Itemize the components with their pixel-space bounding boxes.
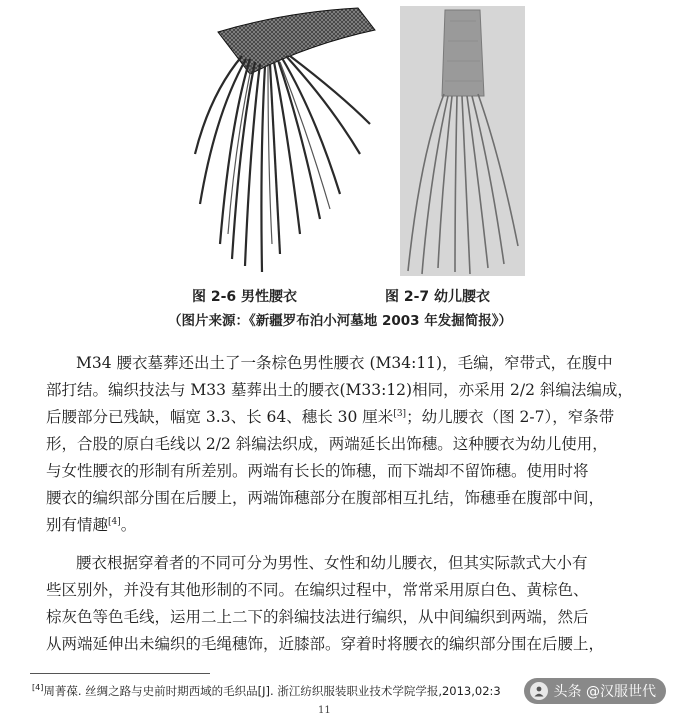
reference-4[interactable]: [4] bbox=[108, 516, 121, 527]
text-line: 腰衣根据穿着者的不同可分为男性、女性和幼儿腰衣，但其实际款式大小有 bbox=[76, 554, 588, 572]
figure-male-waist-garment bbox=[190, 4, 380, 276]
text-line: 些区别外，并没有其他形制的不同。在编织过程中，常常采用原白色、黄棕色、 bbox=[46, 581, 589, 599]
figure-source-note: （图片来源：《新疆罗布泊小河墓地 2003 年发掘简报》） bbox=[168, 313, 512, 329]
footnote: [4]周菁葆. 丝绸之路与史前时期西域的毛织品[J]. 浙江纺织服装职业技术学院学报,2013,02:3 bbox=[32, 683, 501, 698]
reference-3[interactable]: [3] bbox=[393, 408, 407, 419]
body-paragraph-2 bbox=[46, 550, 640, 658]
figure-caption-right: 图 2-7 幼儿腰衣 bbox=[385, 289, 491, 305]
footnote-ref: [4] bbox=[32, 683, 44, 693]
text-line: M34 腰衣墓葬还出土了一条棕色男性腰衣 (M34:11)，毛编，窄带式，在腹中 bbox=[76, 354, 613, 372]
watermark-text: 头条 @汉服世代 bbox=[553, 684, 656, 700]
text-line: 部打结。编织技法与 M33 墓葬出土的腰衣(M33:12)相同，亦采用 2/2 斜编法编成， bbox=[46, 381, 633, 399]
watermark-badge bbox=[524, 678, 666, 704]
figure-caption-left: 图 2-6 男性腰衣 bbox=[192, 289, 298, 305]
user-icon bbox=[530, 682, 548, 700]
text-line: 形，合股的原白毛线以 2/2 斜编法织成，两端延长出饰穗。这种腰衣为幼儿使用， bbox=[46, 435, 608, 453]
text-line: 别有情趣[4]。 bbox=[46, 516, 137, 534]
figure-infant-waist-garment bbox=[400, 6, 525, 276]
text-line: 与女性腰衣的形制有所差别。两端有长长的饰穗，而下端却不留饰穗。使用时将 bbox=[46, 462, 589, 480]
body-paragraph-1 bbox=[46, 350, 640, 539]
page-number: 11 bbox=[318, 705, 331, 716]
text-line: 从两端延伸出未编织的毛绳穗饰，近膝部。穿着时将腰衣的编织部分围在后腰上， bbox=[46, 635, 605, 653]
text-line: 腰衣的编织部分围在后腰上，两端饰穗部分在腹部相互扎结，饰穗垂在腹部中间， bbox=[46, 489, 605, 507]
text-line: 棕灰色等色毛线，运用二上二下的斜编技法进行编织，从中间编织到两端，然后 bbox=[46, 608, 589, 626]
text-line: 后腰部分已残缺，幅宽 3.3、长 64、穗长 30 厘米[3]；幼儿腰衣（图 2-7），窄条带 bbox=[46, 408, 615, 426]
footnote-divider bbox=[30, 673, 210, 674]
